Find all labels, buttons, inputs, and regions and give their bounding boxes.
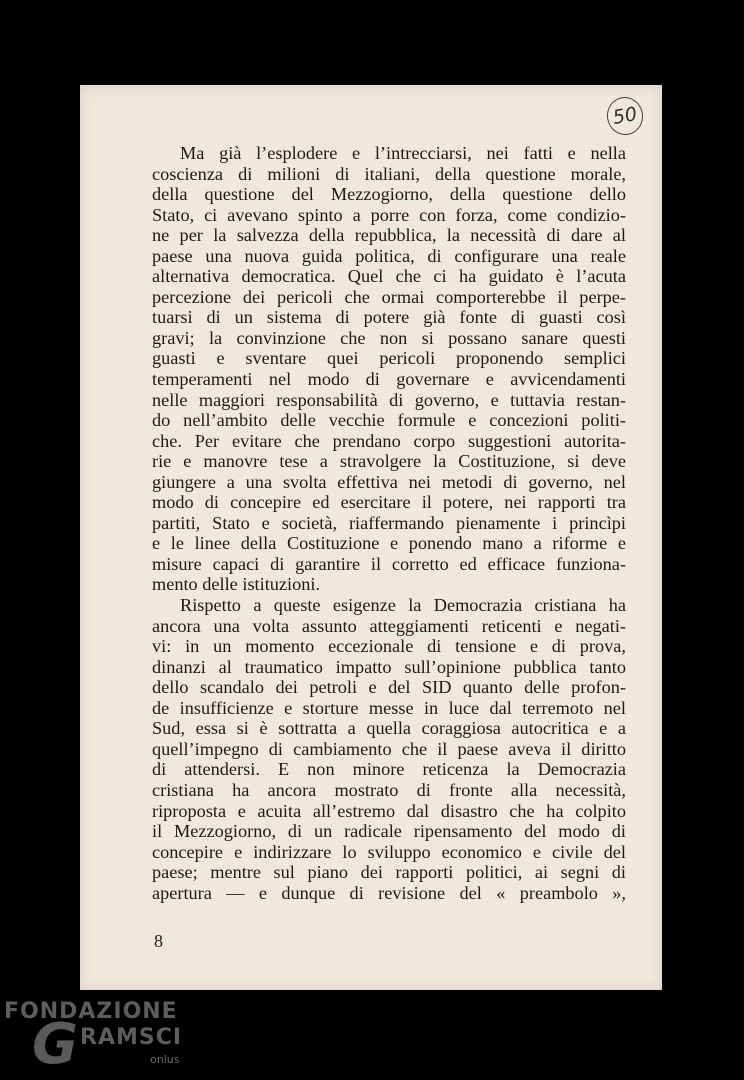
text-line: mento delle istituzioni. bbox=[152, 574, 321, 595]
text-line: quell’impegno di cambiamento che il paese aveva il diritto bbox=[152, 738, 626, 759]
text-line: rie e manovre tese a stravolgere la Costituzione, si deve bbox=[152, 451, 626, 472]
text-line: de insufficienze e storture messe in luce dal terremoto nel bbox=[152, 697, 626, 718]
text-line: e le linee della Costituzione e ponendo mano a riforme e bbox=[152, 533, 626, 554]
text-line: concepire e indirizzare lo sviluppo economico e civile del bbox=[152, 841, 626, 862]
page-number: 8 bbox=[154, 931, 163, 951]
text-line: temperamenti nel modo di governare e avvicendamenti bbox=[152, 369, 626, 390]
text-line: misure capaci di garantire il corretto ed efficace funziona- bbox=[152, 553, 626, 574]
body-text bbox=[152, 143, 626, 903]
text-line: il Mezzogiorno, di un radicale ripensamento del modo di bbox=[152, 821, 626, 842]
text-line: della questione del Mezzogiorno, della questione dello bbox=[152, 184, 626, 205]
text-line: Ma già l’esplodere e l’intrecciarsi, nei fatti e nella bbox=[180, 143, 626, 163]
text-line: modo di concepire ed esercitare il potere, nei rapporti tra bbox=[152, 492, 626, 513]
logo-line-2: RAMSCI bbox=[80, 1025, 183, 1050]
text-line: Stato, ci avevano spinto a porre con forza, come condizio- bbox=[152, 204, 626, 225]
text-line: dello scandalo dei petroli e del SID quanto delle profon- bbox=[152, 677, 626, 698]
text-line: ne per la salvezza della repubblica, la necessità di dare al bbox=[152, 225, 626, 246]
text-line: partiti, Stato e società, riaffermando pienamente i princìpi bbox=[152, 512, 626, 533]
text-line: Rispetto a queste esigenze la Democrazia cristiana ha bbox=[180, 595, 626, 616]
fondazione-gramsci-logo bbox=[4, 999, 194, 1075]
text-line: guasti e sventare quei pericoli proponendo semplici bbox=[152, 348, 626, 369]
document-page bbox=[80, 85, 662, 990]
text-line: do nell’ambito delle vecchie formule e concezioni politi- bbox=[152, 410, 626, 431]
text-line: gravi; la convinzione che non si possano sanare questi bbox=[152, 327, 626, 348]
text-line: alternativa democratica. Quel che ci ha guidato è l’acuta bbox=[152, 266, 626, 287]
text-line: dinanzi al traumatico impatto sull’opinione pubblica tanto bbox=[152, 656, 626, 677]
text-line: tuarsi di un sistema di potere già fonte di guasti così bbox=[152, 307, 626, 328]
text-line: paese; mentre sul piano dei rapporti politici, ai segni di bbox=[152, 862, 626, 883]
text-line: paese una nuova guida politica, di configurare una reale bbox=[152, 245, 626, 266]
text-line: riproposta e acuita all’estremo dal disastro che ha colpito bbox=[152, 800, 626, 821]
logo-subtitle: onlus bbox=[150, 1053, 180, 1066]
text-line: apertura — e dunque di revisione del « preambolo », bbox=[152, 882, 626, 903]
text-line: che. Per evitare che prendano corpo suggestioni autorita- bbox=[152, 430, 626, 451]
handwritten-page-annotation: 50 bbox=[604, 94, 646, 138]
text-line: di attendersi. E non minore reticenza la Democrazia bbox=[152, 759, 626, 780]
text-line: giungere a una svolta effettiva nei metodi di governo, nel bbox=[152, 471, 626, 492]
logo-letter-g: G bbox=[32, 1012, 78, 1077]
text-line: Sud, essa si è sottratta a quella coraggiosa autocritica e a bbox=[152, 718, 626, 739]
text-line: nelle maggiori responsabilità di governo, e tuttavia restan- bbox=[152, 389, 626, 410]
text-line: vi: in un momento eccezionale di tensione e di prova, bbox=[152, 636, 626, 657]
text-line: coscienza di milioni di italiani, della questione morale, bbox=[152, 163, 626, 184]
text-line: cristiana ha ancora mostrato di fronte alla necessità, bbox=[152, 779, 626, 800]
logo-line-1: FONDAZIONE bbox=[4, 999, 178, 1024]
text-line: ancora una volta assunto atteggiamenti reticenti e negati- bbox=[152, 615, 626, 636]
text-line: percezione dei pericoli che ormai comporterebbe il perpe- bbox=[152, 286, 626, 307]
